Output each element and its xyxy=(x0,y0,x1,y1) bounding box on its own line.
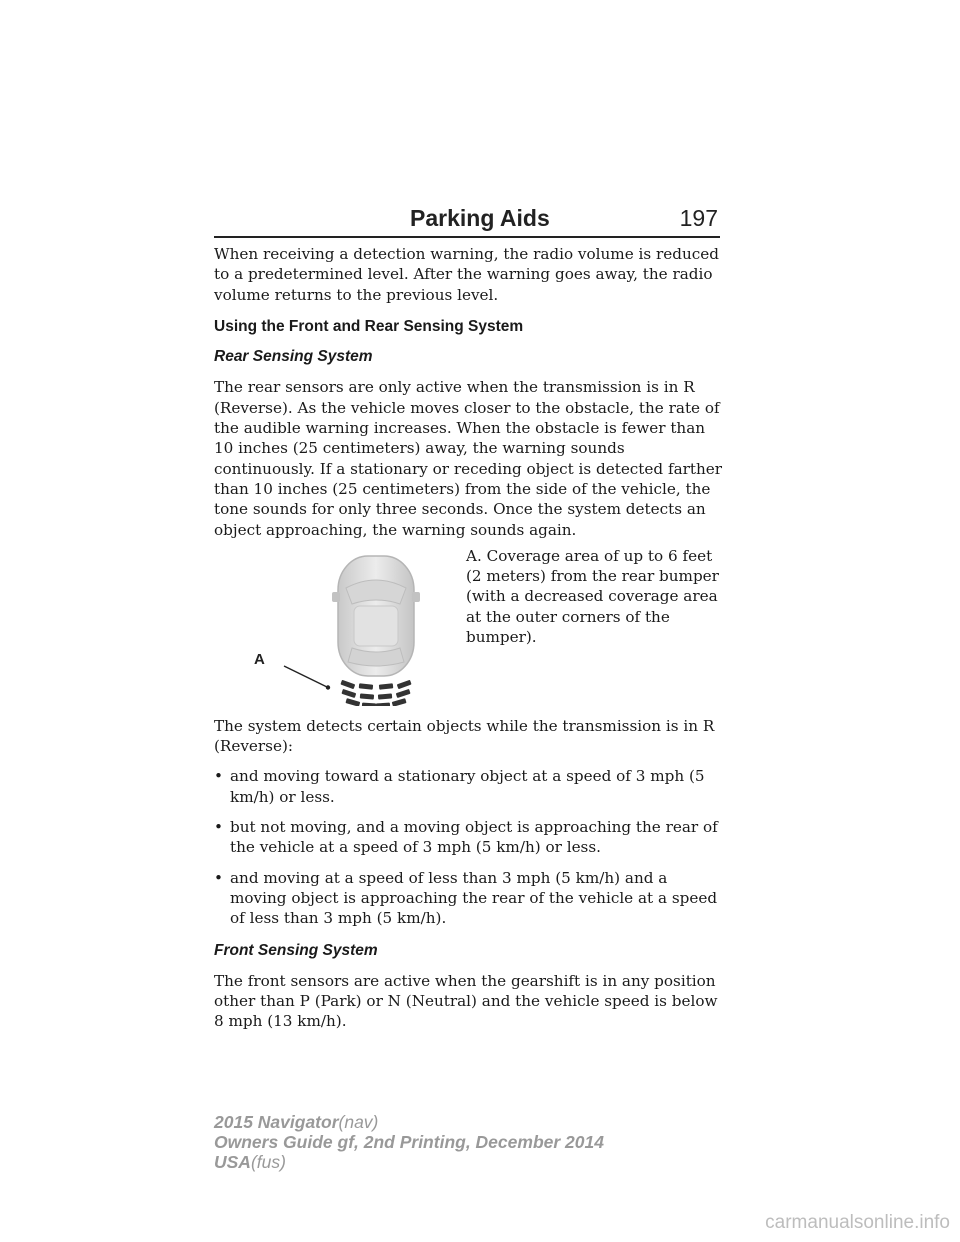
section-title: Parking Aids xyxy=(410,205,550,231)
footer-line-model: 2015 Navigator(nav) xyxy=(214,1112,379,1132)
callout-label-a: A xyxy=(254,650,265,668)
page-number: 197 xyxy=(679,205,718,231)
list-item xyxy=(214,766,724,807)
paragraph-radio: When receiving a detection warning, the radio volume is reduced to a predetermined level. After the warning goes away, the radio volume returns to the previous level. xyxy=(214,245,719,304)
callout-leader-line xyxy=(284,666,327,687)
bullet-symbol: • xyxy=(214,868,223,887)
list-item-text: but not moving, and a moving object is approaching the rear of the vehicle at a speed of 3 mph (5 km/h) or less. xyxy=(230,818,718,857)
paragraph-front-sensing: The front sensors are active when the gearshift is in any position other than P (Park) or N (Neutral) and the vehicle speed is below 8 mph (13 km/h). xyxy=(214,971,718,1031)
page-content xyxy=(214,244,724,1032)
sensor-coverage-arcs xyxy=(340,680,411,706)
vehicle-coverage-illustration xyxy=(254,546,454,706)
heading-front-sensing: Front Sensing System xyxy=(214,941,378,959)
heading-using-system: Using the Front and Rear Sensing System xyxy=(214,317,524,335)
list-item xyxy=(214,817,724,858)
bullet-symbol: • xyxy=(214,818,223,837)
footer-line-printing: Owners Guide gf, 2nd Printing, December 2014 xyxy=(214,1132,604,1152)
car-top-view-icon xyxy=(332,556,420,676)
watermark-text: carmanualsonline.info xyxy=(765,1212,950,1233)
coverage-figure xyxy=(214,546,724,706)
bullet-symbol: • xyxy=(214,767,223,786)
heading-rear-sensing: Rear Sensing System xyxy=(214,348,373,366)
page-header xyxy=(214,196,720,238)
list-item-text: and moving toward a stationary object at a speed of 3 mph (5 km/h) or less. xyxy=(230,767,705,806)
list-item-text: and moving at a speed of less than 3 mph (5 km/h) and a moving object is approaching the rear of the vehicle at a speed of less than 3 mph (5 km/h). xyxy=(230,868,718,928)
figure-caption: A. Coverage area of up to 6 feet (2 meters) from the rear bumper (with a decreased coverage area at the outer corners of the bumper). xyxy=(466,546,719,647)
paragraph-rear-sensing: The rear sensors are only active when the transmission is in R (Reverse). As the vehicle moves closer to the obstacle, the rate of the audible warning increases. When the obstacle is fewer than 10 inches (25 centimeters) away, the warning sounds continuously. If a stationary or receding object is detected farther than 10 inches (25 centimeters) from the side of the vehicle, the tone sounds for only three seconds. Once the system detects an object approaching, the warning sounds again. xyxy=(214,378,723,539)
list-item xyxy=(214,868,724,929)
page-footer xyxy=(214,1112,604,1172)
footer-line-market: USA(fus) xyxy=(214,1152,286,1172)
paragraph-detects: The system detects certain objects while the transmission is in R (Reverse): xyxy=(214,716,715,756)
